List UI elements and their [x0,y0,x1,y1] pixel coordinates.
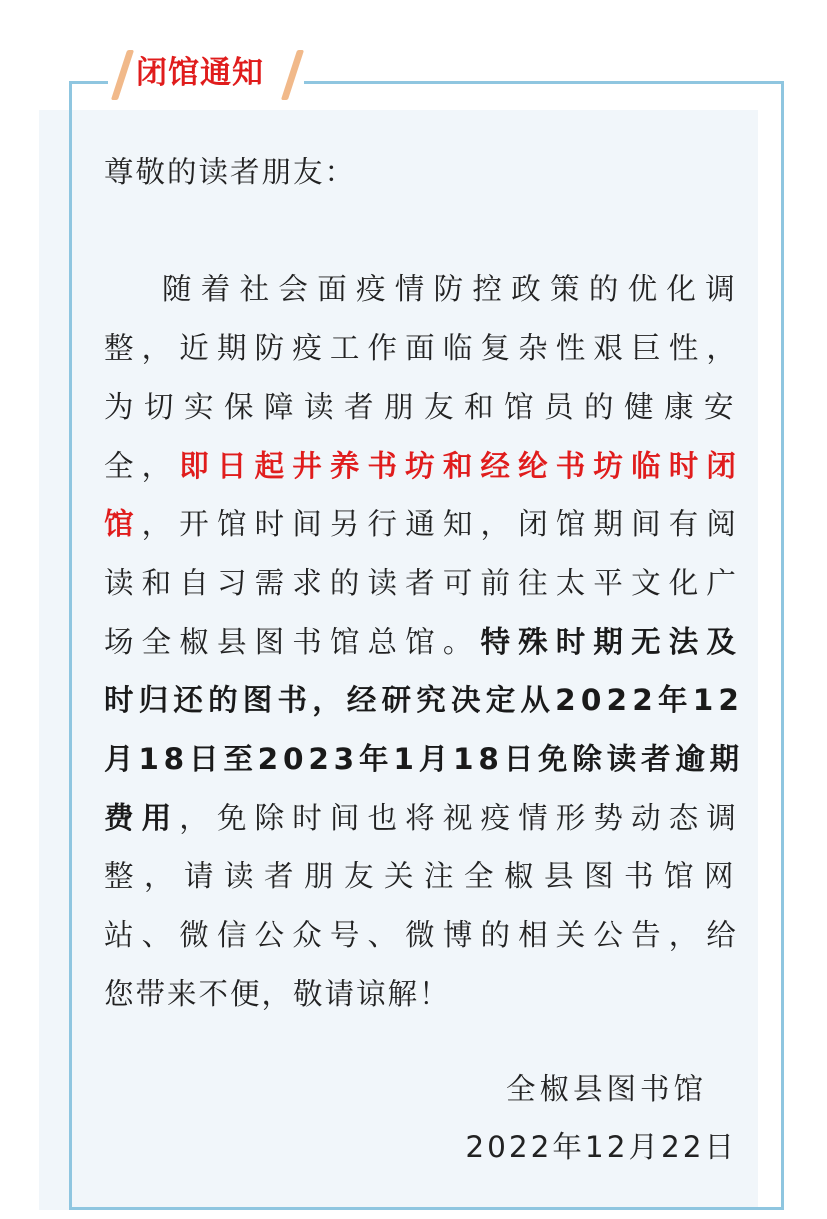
bold-text: 特殊时期无法及 [480,624,744,659]
body-line [104,613,744,672]
body-text: 您带来不便，敬请谅解！ [104,976,451,1011]
notice-content [104,143,744,1024]
body-line [104,319,744,378]
body-text: 随着社会面疫情防控政策的优化调 [162,272,744,307]
bold-text: 时归还的图书，经研究决定从2022年12 [104,683,745,718]
body-line [104,906,744,965]
body-text: ，开馆时间另行通知，闭馆期间有阅 [141,507,744,542]
body-line [104,671,744,730]
body-text: 整，请读者朋友关注全椒县图书馆网 [104,859,745,894]
bold-text: 月18日至2023年1月18日免除读者逾期 [104,742,744,777]
signature-block [465,1060,737,1176]
body-text: 读和自习需求的读者可前往太平文化广 [104,565,744,600]
paragraph-spacer [104,202,744,261]
highlight-text: 馆 [104,507,142,542]
signature-date: 2022年12月22日 [465,1130,737,1164]
greeting: 尊敬的读者朋友： [104,155,357,189]
signature-organization: 全椒县图书馆 [505,1072,707,1106]
body-line [104,847,744,906]
body-line [104,378,744,437]
bold-text: 费用 [104,800,180,835]
body-line [104,730,744,789]
body-text: 整，近期防疫工作面临复杂性艰巨性， [104,331,744,366]
notice-body [104,260,744,1023]
body-text: ，免除时间也将视疫情形势动态调 [179,800,744,835]
body-line [104,260,744,319]
body-line [104,554,744,613]
body-line [104,965,744,1024]
body-text: 站、微信公众号、微博的相关公告，给 [104,918,744,953]
body-text: 场全椒县图书馆总馆。 [104,624,481,659]
body-text: 全， [104,448,180,483]
highlight-text: 即日起井养书坊和经纶书坊临时闭 [179,448,744,483]
body-text: 为切实保障读者朋友和馆员的健康安 [104,389,745,424]
body-line [104,437,744,496]
body-line [104,789,744,848]
notice-title: 闭馆通知 [136,55,264,91]
body-line [104,495,744,554]
